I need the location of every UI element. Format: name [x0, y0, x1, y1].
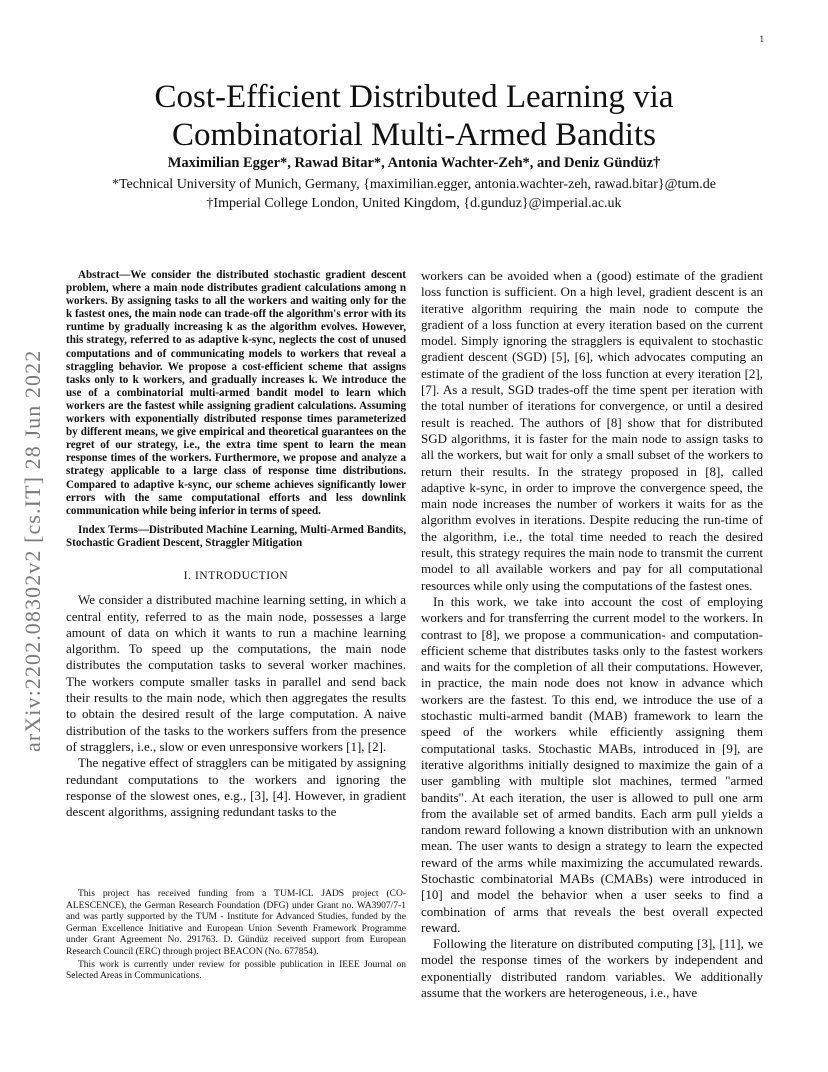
right-paragraph-2: In this work, we take into account the cost of employing workers and for transferring the current model to the workers. In contrast to [8], we propose a communication- and computation-efficient scheme that distributes tasks only to the fastest workers and waits for the completion of all their computations. However, in practice, the main node does not know in advance which workers are the fastest. To this end, we introduce the use of a stochastic multi-armed bandit (MAB) framework to learn the speed of the workers while efficiently assigning them computational tasks. Stochastic MABs, introduced in [9], are iterative algorithms initially designed to maximize the gain of a user gambling with multiple slot machines, termed "armed bandits". At each iteration, the user is allowed to pull one arm from the available set of armed bandits. Each arm pull yields a random reward following a known distribution with an unknown mean. The user wants to design a strategy to learn the expected reward of the arms while maximizing the accumulated rewards. Stochastic combinatorial MABs (CMABs) were introduced in [10] and model the behavior when a user seeks to find a combination of arms that reveals the best overall expected reward. — [421, 593, 763, 935]
arxiv-identifier: arXiv:2202.08302v2 [cs.IT] 28 Jun 2022 — [20, 349, 45, 752]
abstract: Abstract—We consider the distributed stochastic gradient descent problem, where a main node distributes gradient calculations among n workers. By assigning tasks to all the workers and waiting only for the k fastest ones, the main node can trade-off the algorithm's error with its runtime by gradually increasing k as the algorithm evolves. However, this strategy, referred to as adaptive k-sync, neglects the cost of unused computations and of communicating models to workers that reveal a straggling behavior. We propose a cost-efficient scheme that assigns tasks only to k workers, and gradually increases k. We introduce the use of a combinatorial multi-armed bandit model to learn which workers are the fastest while assigning gradient calculations. Assuming workers with exponentially distributed response times parameterized by different means, we give empirical and theoretical guarantees on the regret of our strategy, i.e., the extra time spent to learn the mean response times of the workers. Furthermore, we propose and analyze a strategy applicable to a large class of response time distributions. Compared to adaptive k-sync, our scheme achieves significantly lower errors with the same computational efforts and less downlink communication while being inferior in terms of speed. — [66, 269, 406, 517]
intro-paragraph-2: The negative effect of stragglers can be mitigated by assigning redundant computations to the workers and ignoring the response of the slowest ones, e.g., [3], [4]. However, in gradient descent algorithms, assigning redundant tasks to the — [66, 755, 406, 820]
left-column — [66, 269, 406, 820]
page-number: 1 — [759, 34, 764, 44]
affiliation-tum: *Technical University of Munich, Germany, {maximilian.egger, antonia.wachter-zeh, rawad.bitar}@tum.de — [111, 177, 716, 192]
review-footnote: This work is currently under review for possible publication in IEEE Journal on Selected Areas in Communications. — [66, 959, 406, 982]
paper-title — [80, 78, 748, 154]
index-terms: Index Terms—Distributed Machine Learning, Multi-Armed Bandits, Stochastic Gradient Descent, Straggler Mitigation — [66, 523, 406, 549]
intro-paragraph-1: We consider a distributed machine learning setting, in which a central entity, referred to as the main node, possesses a large amount of data on which it wants to run a machine learning algorithm. To speed up the computations, the main node distributes the computation tasks to several worker machines. The workers compute smaller tasks in parallel and send back their results to the main node, which then aggregates the results to obtain the desired result of the large computation. A naive distribution of the tasks to the workers suffers from the presence of stragglers, i.e., slow or even unresponsive workers [1], [2]. — [66, 592, 406, 754]
title-line-1: Cost-Efficient Distributed Learning via — [154, 79, 674, 115]
title-line-2: Combinatorial Multi-Armed Bandits — [172, 117, 656, 153]
arxiv-sidebar-stamp — [20, 349, 45, 772]
right-paragraph-3: Following the literature on distributed computing [3], [11], we model the response times of the workers by independent and exponentially distributed random variables. We additionally assume that the workers are heterogeneous, i.e., have — [421, 936, 763, 1001]
right-column — [421, 268, 763, 1001]
section-heading-introduction: I. INTRODUCTION — [183, 569, 289, 582]
affiliation-imperial: †Imperial College London, United Kingdom, {d.gunduz}@imperial.ac.uk — [206, 196, 622, 211]
funding-footnote: This project has received funding from a TUM-ICL JADS project (CO-ALESCENCE), the German Research Foundation (DFG) under Grant no. WA3907/7-1 and was partly supported by the TUM - Institute for Advanced Studies, funded by the German Excellence Initiative and European Union Seventh Framework Programme under Grant Agreement No. 291763. D. Gündüz received support from European Research Council (ERC) through project BEACON (No. 677854). — [66, 889, 406, 957]
author-list: Maximilian Egger*, Rawad Bitar*, Antonia Wachter-Zeh*, and Deniz Gündüz† — [167, 155, 661, 171]
footnotes — [66, 889, 406, 983]
right-paragraph-1: workers can be avoided when a (good) estimate of the gradient loss function is sufficient. On a high level, gradient descent is an iterative algorithm requiring the main node to compute the gradient of a loss function at every iteration based on the current model. Simply ignoring the stragglers is equivalent to stochastic gradient descent (SGD) [5], [6], which advocates computing an estimate of the gradient of the loss function at every iteration [2], [7]. As a result, SGD trades-off the time spent per iteration with the total number of iterations for convergence, or until a desired result is reached. The authors of [8] show that for distributed SGD algorithms, it is faster for the main node to assign tasks to all the workers, but wait for only a small subset of the workers to return their results. In the strategy proposed in [8], called adaptive k-sync, in order to improve the convergence speed, the main node increases the number of workers it waits for as the algorithm evolves in iterations. Despite reducing the run-time of the algorithm, i.e., the total time needed to reach the desired result, this strategy requires the main node to transmit the current model to all available workers and pay for all computational resources while only using the computations of the fastest ones. — [421, 268, 763, 593]
